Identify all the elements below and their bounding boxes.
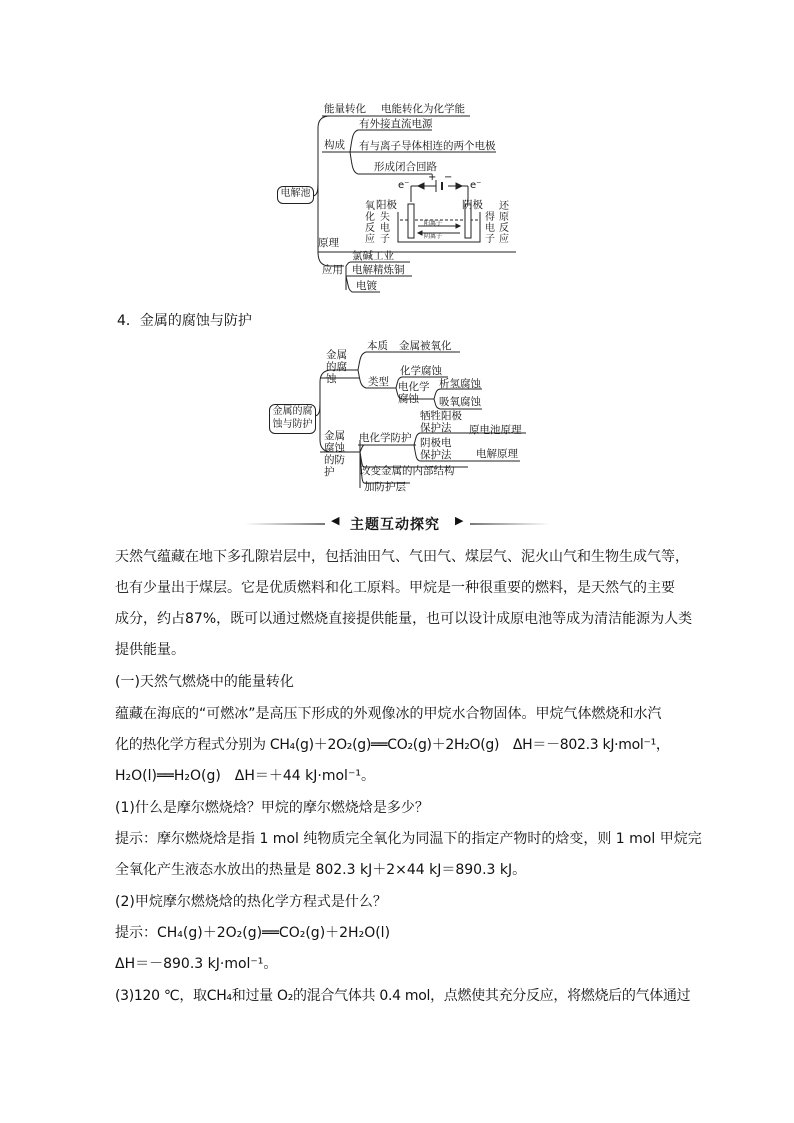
section-4-title: 4．金属的腐蚀与防护 [117, 313, 252, 329]
application-item-3: 电镀 [356, 280, 377, 292]
electrolysis-root: 电解池 [277, 186, 314, 204]
banner-left-icon: ◀ [331, 514, 340, 527]
anion-label: 阴离子 [424, 233, 443, 240]
cathode-protection: 阴极电保护法 [420, 437, 452, 461]
answer-2-line-1: 提示：CH₄(g)＋2O₂(g)══CO₂(g)＋2H₂O(l) [115, 925, 391, 941]
gain-electrons: 得电子 [485, 212, 495, 245]
intro-line-3: 成分，约占87%，既可以通过燃烧直接提供能量，也可以设计成原电池等成为清洁能源为人类 [115, 611, 693, 627]
electrochem-corrosion: 电化学腐蚀 [398, 381, 430, 405]
corrosion-root-text: 金属的腐蚀与防护 [272, 406, 313, 430]
banner-title: 主题互动探究 [350, 517, 440, 533]
question-3: (3)120 ℃，取CH₄和过量 O₂的混合气体共 0.4 mol，点燃使其充分反应，将燃烧后的气体通过 [115, 988, 691, 1004]
energy-value: 电能转化为化学能 [381, 103, 465, 115]
cation-label: 阳离子 [424, 220, 443, 227]
electron-right: e⁻ [470, 180, 482, 191]
answer-2-line-2: ΔH＝－890.3 kJ·mol⁻¹。 [115, 956, 278, 972]
application-label: 应用 [322, 264, 343, 276]
sacrificial-anode: 牺牲阳极保护法 [420, 410, 462, 434]
para-2: 化的热化学方程式分别为 CH₄(g)＋2O₂(g)══CO₂(g)＋2H₂O(g) ΔH＝－802.3 kJ·mol⁻¹， [115, 737, 670, 753]
structure-item-2: 有与离子导体相连的两个电极 [359, 140, 496, 152]
intro-line-2: 也有少量出于煤层。它是优质燃料和化工原料。甲烷是一种很重要的燃料，是天然气的主要 [115, 580, 675, 596]
banner-right-icon: ▶ [455, 514, 464, 527]
para-1: 蕴藏在海底的“可燃冰”是高压下形成的外观像冰的甲烷水合物固体。甲烷气体燃烧和水汽 [115, 706, 662, 722]
question-2: (2)甲烷摩尔燃烧焓的热化学方程式是什么？ [115, 894, 387, 910]
oxygen-corrosion: 吸氧腐蚀 [439, 396, 481, 408]
add-protective-layer: 加防护层 [364, 481, 406, 493]
oxidation-reaction: 氧化反应 [365, 201, 375, 245]
protection-label: 金属腐蚀的防护 [324, 430, 345, 478]
para-3: H₂O(l)══H₂O(g) ΔH＝＋44 kJ·mol⁻¹。 [115, 768, 375, 784]
subsection-1-title: (一)天然气燃烧中的能量转化 [115, 674, 294, 690]
plus-sign: + [428, 172, 437, 183]
electrochem-protection: 电化学防护 [359, 432, 412, 444]
structure-item-1: 有外接直流电源 [359, 118, 433, 130]
electrolysis-principle: 电解原理 [476, 448, 518, 460]
galvanic-principle: 原电池原理 [469, 424, 522, 436]
energy-label: 能量转化 [324, 103, 366, 115]
reduction-reaction: 还原反应 [499, 201, 509, 245]
cathode-label: 阴极 [462, 199, 483, 211]
electron-left: e⁻ [398, 180, 410, 191]
minus-sign: − [444, 172, 453, 183]
intro-line-1: 天然气蕴藏在地下多孔隙岩层中，包括油田气、气田气、煤层气、泥火山气和生物生成气等， [115, 549, 689, 565]
structure-item-3: 形成闭合回路 [374, 161, 437, 173]
lose-electrons: 失电子 [380, 212, 390, 245]
answer-1-line-1: 提示：摩尔燃烧焓是指 1 mol 纯物质完全氧化为同温下的指定产物时的焓变，则 1 mol 甲烷完 [115, 831, 702, 847]
corrosion-label: 金属的腐蚀 [326, 349, 347, 385]
structure-label: 构成 [324, 139, 345, 151]
anode-label: 阳极 [376, 199, 397, 211]
hydrogen-corrosion: 析氢腐蚀 [439, 378, 481, 390]
essence-label: 本质 [367, 340, 388, 352]
application-item-1: 氯碱工业 [352, 250, 394, 262]
intro-line-4: 提供能量。 [115, 642, 185, 658]
change-structure: 改变金属的内部结构 [360, 465, 455, 477]
principle-label: 原理 [318, 237, 339, 249]
essence-value: 金属被氧化 [399, 340, 452, 352]
application-item-2: 电解精炼铜 [352, 264, 405, 276]
answer-1-line-2: 全氧化产生液态水放出的热量是 802.3 kJ＋2×44 kJ＝890.3 kJ。 [115, 862, 527, 878]
chem-corrosion: 化学腐蚀 [400, 365, 442, 377]
question-1: (1)什么是摩尔燃烧焓？甲烷的摩尔燃烧焓是多少？ [115, 800, 429, 816]
type-label: 类型 [368, 376, 389, 388]
banner-lines [0, 0, 794, 540]
